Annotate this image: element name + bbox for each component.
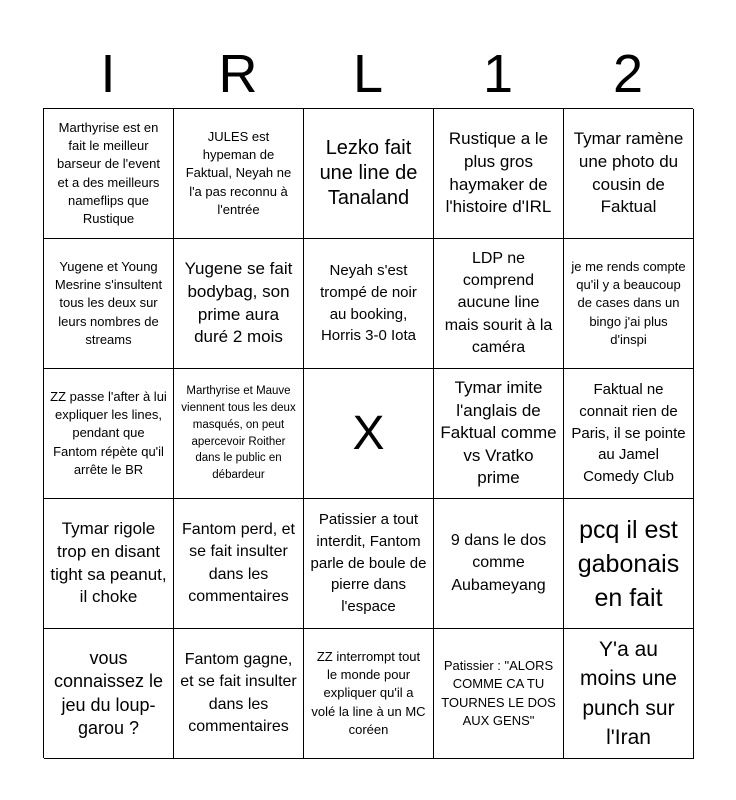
bingo-cell[interactable] [304,629,434,759]
bingo-cell[interactable] [564,499,694,629]
bingo-cell[interactable] [304,239,434,369]
bingo-cell-text: ZZ interrompt tout le monde pour expliquer qu'il a volé la line à un MC coréen [311,649,426,737]
header-letter-1: I [100,44,116,104]
bingo-cell-text: Y'a au moins une punch sur l'Iran [580,637,677,749]
bingo-cell[interactable] [434,629,564,759]
bingo-cell[interactable] [564,109,694,239]
bingo-cell[interactable] [434,109,564,239]
header-letter-4: 1 [482,44,514,104]
bingo-cell[interactable] [434,499,564,629]
bingo-cell-text: Patissier : "ALORS COMME CA TU TOURNES LE DOS AUX GENS" [441,658,556,728]
bingo-cell-text: Patissier a tout interdit, Fantom parle de boule de pierre dans l'espace [310,511,427,616]
bingo-cell-text: Marthyrise est en fait le meilleur barseur de l'event et a des meilleurs nameflips que Rustique [57,119,160,226]
header-letter-5: 2 [612,44,644,104]
bingo-cell-text: pcq il est gabonais en fait [577,515,680,612]
bingo-cell-text: Neyah s'est trompé de noir au booking, Horris 3-0 Iota [320,262,417,345]
bingo-cell-text: Tymar rigole trop en disant tight sa peanut, il choke [50,519,167,607]
bingo-cell-text: Faktual ne connait rien de Paris, il se pointe au Jamel Comedy Club [571,381,686,486]
free-cell[interactable] [304,369,434,499]
bingo-cell[interactable] [44,499,174,629]
bingo-cell[interactable] [174,499,304,629]
bingo-cell-text: Rustique a le plus gros haymaker de l'histoire d'IRL [445,129,552,217]
bingo-cell[interactable] [304,499,434,629]
bingo-cell[interactable] [174,629,304,759]
bingo-cell-text: ZZ passe l'after à lui expliquer les lines, pendant que Fantom répète qu'il arrête le BR [50,389,167,477]
free-cell-mark: X [352,406,385,460]
bingo-cell[interactable] [44,629,174,759]
bingo-cell-text: LDP ne comprend aucune line mais sourit à la caméra [444,249,553,357]
bingo-cell-text: vous connaissez le jeu du loup-garou ? [53,647,164,738]
bingo-cell-text: Marthyrise et Mauve viennent tous les deux masqués, on peut apercevoir Roither dans le public en débardeur [181,385,296,481]
bingo-cell[interactable] [434,369,564,499]
bingo-cell[interactable] [564,629,694,759]
bingo-cell[interactable] [434,239,564,369]
bingo-cell[interactable] [564,239,694,369]
header-letter-3: L [352,44,384,104]
bingo-cell-text: Yugene se fait bodybag, son prime aura duré 2 mois [184,259,293,347]
bingo-cell-text: Lezko fait une line de Tanaland [319,137,418,209]
bingo-cell[interactable] [44,109,174,239]
bingo-cell-text: Fantom gagne, et se fait insulter dans les commentaires [180,650,297,735]
bingo-cell[interactable] [44,369,174,499]
bingo-cell-text: Tymar ramène une photo du cousin de Faktual [573,129,684,217]
header-letter-2: R [218,44,258,104]
bingo-cell[interactable] [174,239,304,369]
bingo-grid [43,108,693,758]
bingo-cell[interactable] [174,109,304,239]
bingo-cell-text: Yugene et Young Mesrine s'insultent tous les deux sur leurs nombres de streams [54,259,163,347]
bingo-cell[interactable] [564,369,694,499]
bingo-cell-text: je me rends compte qu'il y a beaucoup de cases dans un bingo j'ai plus d'inspi [571,259,686,347]
bingo-cell-text: 9 dans le dos comme Aubameyang [450,531,547,594]
bingo-cell-text: Fantom perd, et se fait insulter dans les commentaires [182,520,295,605]
bingo-cell-text: Tymar imite l'anglais de Faktual comme vs Vratko prime [440,377,557,488]
bingo-cell-text: JULES est hypeman de Faktual, Neyah ne l'a pas reconnu à l'entrée [185,129,292,217]
bingo-cell[interactable] [174,369,304,499]
bingo-cell[interactable] [44,239,174,369]
bingo-cell[interactable] [304,109,434,239]
bingo-header [43,40,693,108]
